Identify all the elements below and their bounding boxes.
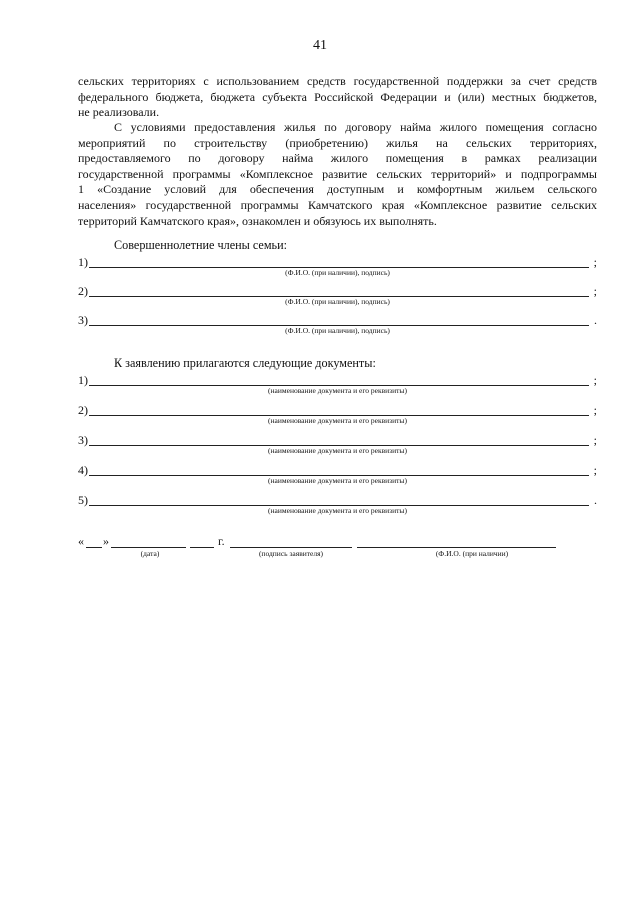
family-member-row[interactable] [78,313,597,327]
date-open-quote: « [78,534,84,548]
field-caption: (Ф.И.О. (при наличии), подпись) [285,297,390,306]
date-caption: (дата) [140,549,160,558]
field-caption: (наименование документа и его реквизиты) [268,446,407,455]
row-punct: ; [593,463,597,477]
page-number: 41 [313,38,327,53]
documents-heading: К заявлению прилагаются следующие документы: [114,356,376,370]
row-number: 2) [78,284,88,298]
month-field[interactable] [111,547,186,548]
family-heading: Совершеннолетние члены семьи: [114,238,288,252]
text-line: государственной программы «Комплексное развитие сельских территорий» и подпрограммы [78,166,597,181]
row-number: 3) [78,433,88,447]
text-line: федерального бюджета, бюджета субъекта Российской Федерации и (или) местных бюджетов, [78,89,597,104]
row-punct: ; [593,373,597,387]
row-punct: ; [593,433,597,447]
text-line: населения» государственной программы Камчатского края «Комплексное развитие сельских [78,197,597,212]
text-line: сельских территориях с использованием средств государственной поддержки за счет средств [78,74,597,88]
signature-caption: (подпись заявителя) [258,549,324,558]
field-caption: (Ф.И.О. (при наличии), подпись) [285,268,390,277]
name-caption: (Ф.И.О. (при наличии) [435,549,509,558]
row-number: 3) [78,313,88,327]
document-row[interactable] [78,433,597,447]
applicant-name-field[interactable] [357,547,556,548]
row-punct: . [594,313,597,327]
row-number: 4) [78,463,88,477]
field-caption: (наименование документа и его реквизиты) [268,506,407,515]
field-caption: (наименование документа и его реквизиты) [268,386,407,395]
text-line: территорий Камчатского края», ознакомлен и обязуюсь их выполнять. [78,213,437,228]
applicant-signature-field[interactable] [230,547,352,548]
row-number: 5) [78,493,88,507]
document-row[interactable] [78,403,597,417]
year-field[interactable] [190,547,214,548]
row-number: 1) [78,255,88,269]
row-punct: ; [593,403,597,417]
field-caption: (Ф.И.О. (при наличии), подпись) [285,326,390,335]
paragraph-continuation [78,74,597,121]
document-row[interactable] [78,373,597,387]
document-row[interactable] [78,493,597,507]
family-member-row[interactable] [78,284,597,298]
document-row[interactable] [78,463,597,477]
date-close-quote: » [103,534,109,548]
year-suffix: г. [218,534,225,548]
text-line: не реализовали. [78,105,160,120]
row-punct: . [594,493,597,507]
text-line: 1 «Создание условий для обеспечения доступным и комфортным жильем сельского [78,182,597,197]
family-member-row[interactable] [78,255,597,269]
paragraph-conditions [78,120,597,229]
row-number: 1) [78,373,88,387]
field-caption: (наименование документа и его реквизиты) [268,476,407,485]
day-field[interactable] [86,547,102,548]
row-punct: ; [593,255,597,269]
text-line: С условиями предоставления жилья по договору найма жилого помещения согласно [114,120,597,134]
text-line: предоставляемого по договору найма жилого помещения в рамках реализации [78,151,597,166]
text-line: мероприятий по строительству (приобретению) жилья на сельских территориях, [78,135,597,150]
row-number: 2) [78,403,88,417]
field-caption: (наименование документа и его реквизиты) [268,416,407,425]
row-punct: ; [593,284,597,298]
